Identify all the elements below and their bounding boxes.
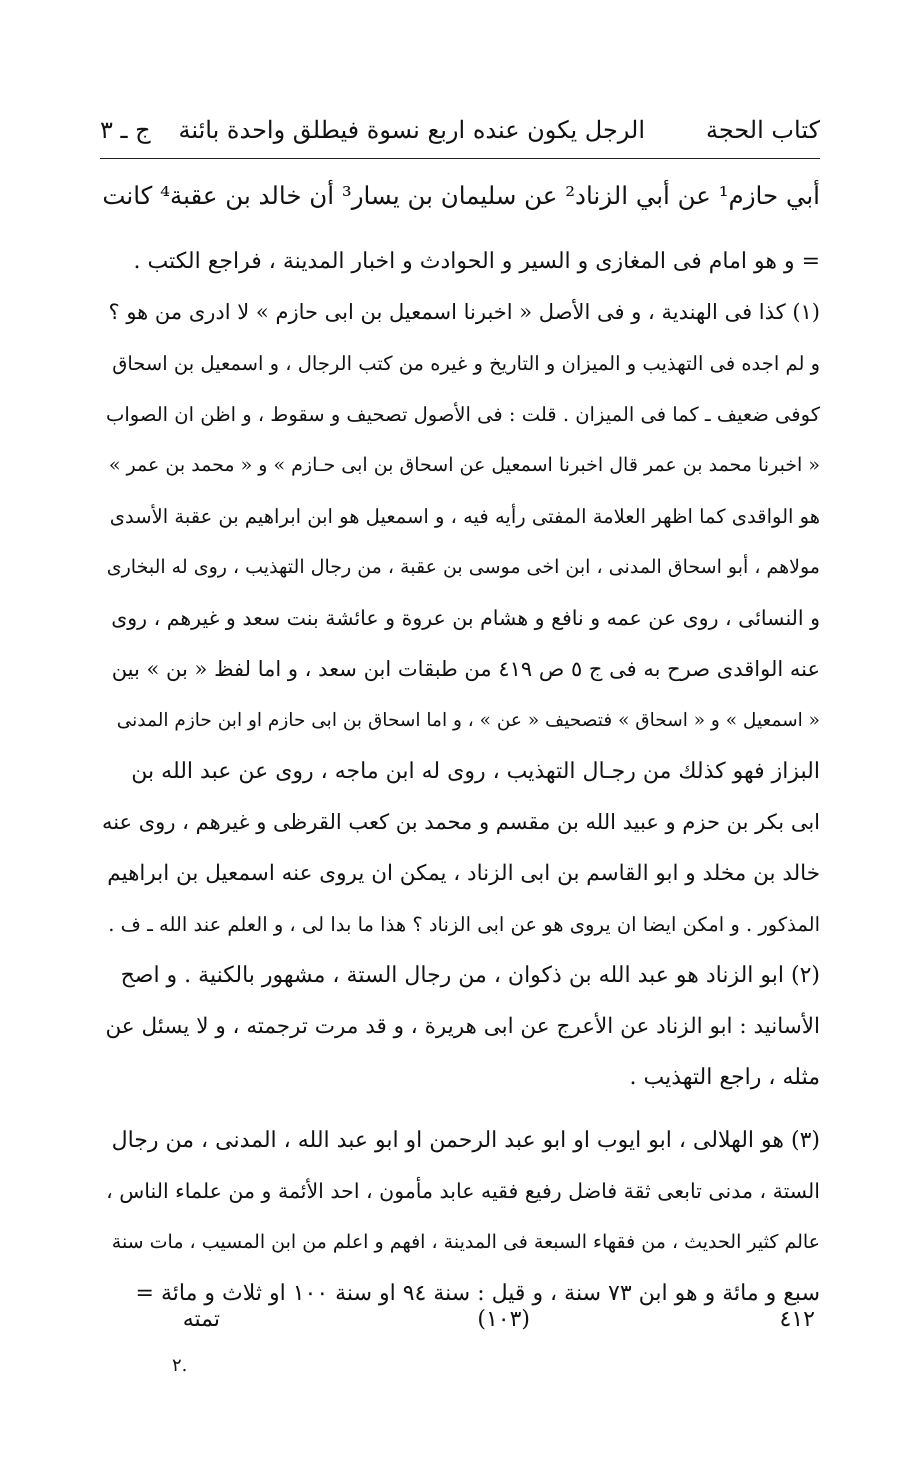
book-title: كتاب الحجة [705,116,820,144]
section-number: (١٠٣) [477,1307,530,1332]
page-footer [100,1300,820,1340]
footnote-line: سبع و مائة و هو ابن ٧٣ سنة ، و قيل : سنة ٩٤ او سنة ١٠٠ او ثلاث و مائة = [135,1281,820,1306]
footnote-line: « اخبرنا محمد بن عمر قال اخبرنا اسمعيل عن اسحاق بن ابى حـازم » و « محمد بن عمر » [108,454,820,476]
footnote-line: (١) كذا فى الهندية ، و فى الأصل « اخبرنا اسمعيل بن ابى حازم » لا ادرى من هو ؟ [108,300,820,324]
footnote-line: مثله ، راجع التهذيب . [629,1065,820,1090]
footnote-line: مولاهم ، أبو اسحاق المدنى ، ابن اخى موسى بن عقبة ، من رجال التهذيب ، روى له البخارى [106,556,820,578]
header-rule [100,158,820,159]
footnote-line: خالد بن مخلد و ابو القاسم بن ابى الزناد ، يمكن ان يروى عنه اسمعيل بن ابراهيم [107,861,820,886]
footnote-line: المذكور . و امكن ايضا ان يروى هو عن ابى الزناد ؟ هذا ما بدا لى ، و العلم عند الله ـ ف . [108,913,820,936]
footnote-line: (٣) هو الهلالى ، ابو ايوب او ابو عبد الرحمن او ابو عبد الله ، المدنى ، من رجال [111,1128,820,1153]
footnote-line: ابى بكر بن حزم و عبيد الله بن مقسم و محمد بن كعب القرظى و غيرهم ، روى عنه [101,810,820,834]
footnote-line: الستة ، مدنى تابعى ثقة فاضل رفيع فقيه عابد مأمون ، احد الأئمة و من علماء الناس ، [106,1179,820,1203]
footnote-line: و لم اجده فى التهذيب و الميزان و التاريخ و غيره من كتب الرجال ، و اسمعيل بن اسحاق [112,352,820,375]
footnote-line: الأسانيد : ابو الزناد عن الأعرج عن ابى هريرة ، و قد مرت ترجمته ، و لا يسئل عن [105,1014,820,1039]
page-number: ٤١٢ [779,1307,815,1332]
main-text-line: أبي حازم¹ عن أبي الزناد² عن سليمان بن يسار³ أن خالد بن عقبة⁴ كانت [102,181,820,210]
footnote-line: هو الواقدى كما اظهر العلامة المفتى رأيه فيه ، و اسمعيل هو ابن ابراهيم بن عقبة الأسدى [109,505,820,528]
chapter-title: الرجل يكون عنده اربع نسوة فيطلق واحدة بائنة [178,116,645,144]
footnote-line: عنه الواقدى صرح به فى ج ٥ ص ٤١٩ من طبقات ابن سعد ، و اما لفظ « بن » بين [111,657,820,681]
footnote-line: البزاز فهو كذلك من رجـال التهذيب ، روى له ابن ماجه ، روى عن عبد الله بن [131,759,820,784]
signature-mark: ٢. [172,1355,188,1376]
running-header [100,108,820,152]
footnote-line: = و هو امام فى المغازى و السير و الحوادث و اخبار المدينة ، فراجع الكتب . [133,249,820,274]
volume-label: ج ـ ٣ [100,116,151,144]
catchword: تمته [182,1307,220,1332]
footnote-line: و النسائى ، روى عن عمه و نافع و هشام بن عروة و عائشة بنت سعد و غيرهم ، روى [111,606,820,630]
footnote-line: عالم كثير الحديث ، من فقهاء السبعة فى المدينة ، افهم و اعلم من ابن المسيب ، مات سنة [111,1231,820,1253]
footnotes [100,236,820,1319]
footnote-line: (٢) ابو الزناد هو عبد الله بن ذكوان ، من رجال الستة ، مشهور بالكنية . و اصح [120,963,820,988]
footnote-line: « اسمعيل » و « اسحاق » فتصحيف « عن » ، و اما اسحاق بن ابى حازم او ابن حازم المدنى [116,710,820,731]
footnote-line: كوفى ضعيف ـ كما فى الميزان . قلت : فى الأصول تصحيف و سقوط ، و اظن ان الصواب [105,403,820,426]
